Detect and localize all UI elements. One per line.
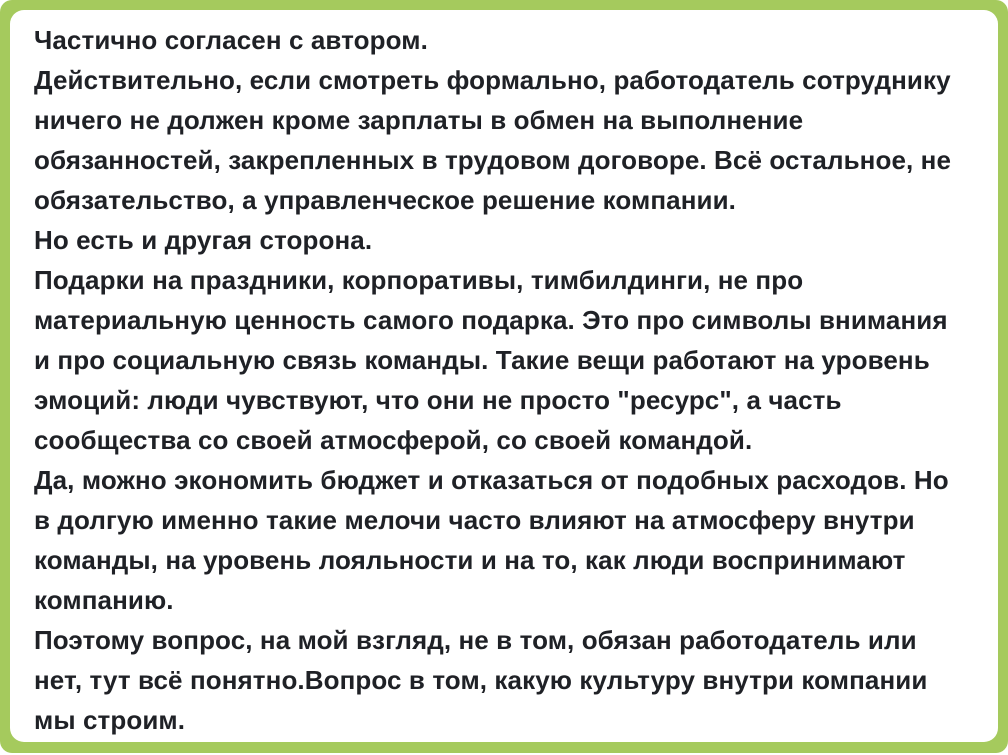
post-text: [10, 10, 998, 742]
text-line: компанию.: [34, 585, 174, 615]
text-line: в долгую именно такие мелочи часто влияют на атмосферу внутри: [34, 505, 915, 535]
text-line: ничего не должен кроме зарплаты в обмен на выполнение: [34, 105, 804, 135]
post-card: [10, 10, 998, 742]
text-line: Поэтому вопрос, на мой взгляд, не в том, обязан работодатель или: [34, 625, 917, 655]
text-line: Подарки на праздники, корпоративы, тимбилдинги, не про: [34, 265, 804, 295]
text-line: Да, можно экономить бюджет и отказаться от подобных расходов. Но: [34, 465, 949, 495]
text-line: сообщества со своей атмосферой, со своей командой.: [34, 425, 753, 455]
text-line: Действительно, если смотреть формально, работодатель сотруднику: [34, 65, 951, 95]
text-line: обязательство, а управленческое решение компании.: [34, 185, 736, 215]
text-line: Но есть и другая сторона.: [34, 225, 373, 255]
text-line: обязанностей, закрепленных в трудовом договоре. Всё остальное, не: [34, 145, 952, 175]
text-line: материальную ценность самого подарка. Это про символы внимания: [34, 305, 948, 335]
text-line: Частично согласен с автором.: [34, 25, 428, 55]
text-line: нет, тут всё понятно.Вопрос в том, какую культуру внутри компании: [34, 665, 928, 695]
text-line: мы строим.: [34, 705, 186, 735]
text-line: эмоций: люди чувствуют, что они не просто "ресурс", а часть: [34, 385, 842, 415]
text-line: команды, на уровень лояльности и на то, как люди воспринимают: [34, 545, 906, 575]
text-line: и про социальную связь команды. Такие вещи работают на уровень: [34, 345, 930, 375]
